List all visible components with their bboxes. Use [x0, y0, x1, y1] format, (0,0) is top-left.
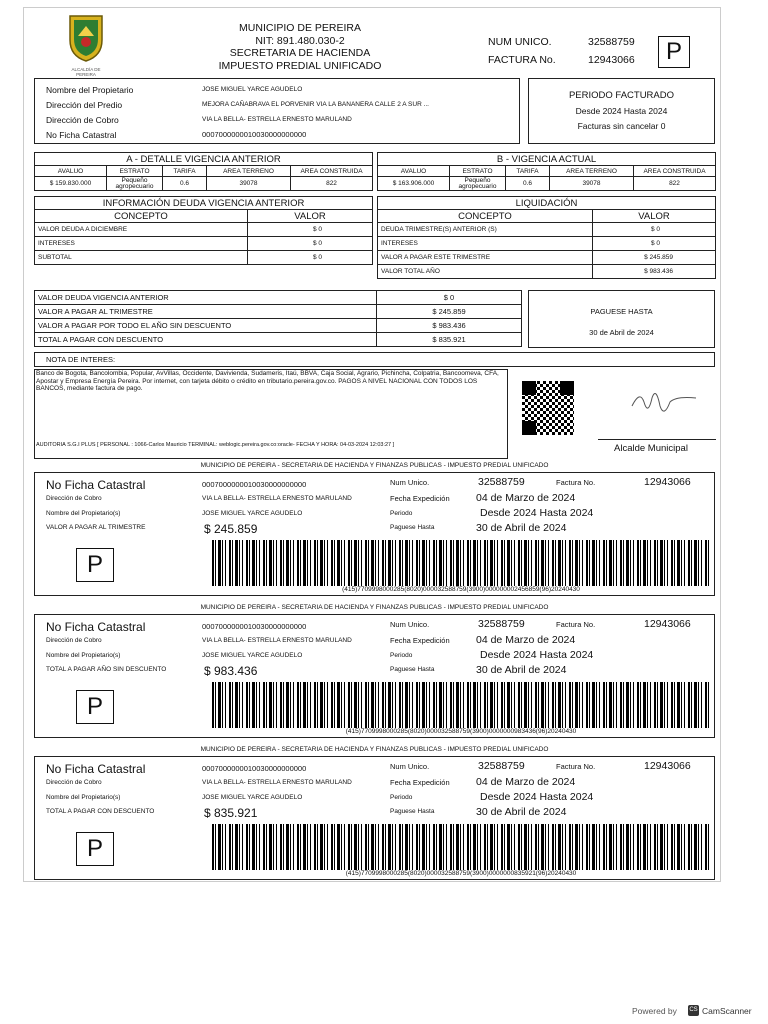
- factura-label: FACTURA No.: [488, 54, 556, 66]
- coupon-dir-label: Dirección de Cobro: [46, 495, 102, 502]
- owner-value-direccion-cobro: VIA LA BELLA- ESTRELLA ERNESTO MARULAND: [202, 116, 352, 123]
- owner-value-direccion-predio: MEJORA CAÑABRAVA EL PORVENIR VIA LA BANANERA CALLE 2 A SUR ...: [202, 101, 429, 108]
- coupon-exp-label: Fecha Expedición: [390, 778, 450, 787]
- vigencia-actual-title: B - VIGENCIA ACTUAL: [378, 153, 716, 166]
- owner-label-direccion-predio: Dirección del Predio: [46, 100, 123, 110]
- coupon-ficha-label: No Ficha Catastral: [46, 478, 146, 492]
- coupon-valor-value: $ 983.436: [204, 664, 258, 678]
- deuda-col-concepto: CONCEPTO: [35, 210, 248, 223]
- vb-header-area-terreno: AREA TERRENO: [550, 166, 634, 177]
- periodo-range: Desde 2024 Hasta 2024: [575, 106, 668, 116]
- coupon-dir-value: VIA LA BELLA- ESTRELLA ERNESTO MARULAND: [202, 779, 352, 786]
- vb-area-construida: 822: [634, 177, 716, 191]
- coupon-prop-label: Nombre del Propietario(s): [46, 794, 121, 801]
- coupon-pag-label: Paguese Hasta: [390, 524, 435, 531]
- coupon-per-value: Desde 2024 Hasta 2024: [480, 791, 594, 803]
- totales-row-valor: $ 245.859: [377, 305, 522, 319]
- vb-header-estrato: ESTRATO: [450, 166, 506, 177]
- owner-label-ficha: No Ficha Catastral: [46, 130, 117, 140]
- liquidacion-table: [377, 196, 716, 279]
- coupon-p-letter-box: P: [76, 832, 114, 866]
- coupon-prop-value: JOSE MIGUEL YARCE AGUDELO: [202, 652, 303, 659]
- vb-header-area-construida: AREA CONSTRUIDA: [634, 166, 716, 177]
- paguese-box: [528, 290, 715, 348]
- coupon-per-label: Periodo: [390, 794, 413, 801]
- coupon-ficha-label: No Ficha Catastral: [46, 762, 146, 776]
- alcalde-label: Alcalde Municipal: [614, 443, 688, 454]
- header-title: MUNICIPIO DE PEREIRA: [239, 22, 361, 34]
- va-header-avaluo: AVALUO: [35, 166, 107, 177]
- liq-row-valor: $ 983.436: [593, 265, 716, 279]
- alcalde-line: [598, 439, 716, 440]
- va-header-area-terreno: AREA TERRENO: [207, 166, 291, 177]
- camscanner-icon: CS: [688, 1005, 699, 1016]
- nota-label-box: [34, 352, 715, 367]
- coupon-barcode-text: (415)7709998000285(8020)000032588759(3900)000000002456859(96)20240430: [342, 586, 580, 593]
- coupon-per-value: Desde 2024 Hasta 2024: [480, 649, 594, 661]
- qr-code: [522, 381, 574, 435]
- num-unico-label: NUM UNICO.: [488, 36, 552, 48]
- deuda-row-valor: $ 0: [248, 237, 373, 251]
- owner-label-direccion-cobro: Dirección de Cobro: [46, 115, 119, 125]
- powered-by-text: Powered by: [632, 1006, 677, 1016]
- liq-row-concepto: VALOR A PAGAR ESTE TRIMESTRE: [378, 251, 593, 265]
- coupon-dir-label: Dirección de Cobro: [46, 637, 102, 644]
- liq-row-concepto: INTERESES: [378, 237, 593, 251]
- coupon-num-value: 32588759: [478, 760, 525, 772]
- vigencia-anterior-table: [34, 152, 373, 191]
- coupon-valor-value: $ 835.921: [204, 806, 258, 820]
- coupon-prop-label: Nombre del Propietario(s): [46, 652, 121, 659]
- coupon-ficha-value: 0007000000010030000000000: [202, 622, 307, 631]
- coupon-ficha-label: No Ficha Catastral: [46, 620, 146, 634]
- coupon-valor-value: $ 245.859: [204, 522, 258, 536]
- vigencia-actual-table: [377, 152, 716, 191]
- deuda-col-valor: VALOR: [248, 210, 373, 223]
- coupon-pag-value: 30 de Abril de 2024: [476, 522, 567, 534]
- coupon-valor-label: VALOR A PAGAR AL TRIMESTRE: [46, 524, 146, 531]
- coupon-pag-value: 30 de Abril de 2024: [476, 806, 567, 818]
- vb-avaluo: $ 163.906.000: [378, 177, 450, 191]
- coupon-exp-label: Fecha Expedición: [390, 636, 450, 645]
- coupon-p-letter-box: P: [76, 690, 114, 724]
- coupon-barcode-text: (415)7709998000285(8020)000032588759(3900)0000000835921(96)20240430: [345, 870, 577, 877]
- coupon-valor-label: TOTAL A PAGAR CON DESCUENTO: [46, 808, 155, 815]
- header-nit: NIT: 891.480.030-2: [255, 35, 345, 47]
- coupon-exp-label: Fecha Expedición: [390, 494, 450, 503]
- logo-caption: ALCALDÍA DE PEREIRA: [71, 67, 101, 77]
- coupon-fact-label: Factura No.: [556, 478, 596, 487]
- coupon-num-value: 32588759: [478, 618, 525, 630]
- coupon-barcode: [212, 682, 710, 728]
- liq-row-valor: $ 0: [593, 223, 716, 237]
- coupon-pag-label: Paguese Hasta: [390, 666, 435, 673]
- auditoria-text: AUDITORIA S.G.I PLUS [ PERSONAL : 1066-Carlos Mauricio TERMINAL: weblogic.pereira.gov.co:oracle- FECHA Y HORA: 04-03-2024 12:03:27 ]: [36, 442, 395, 448]
- paguese-fecha: 30 de Abril de 2024: [589, 328, 654, 337]
- coupon-ficha-value: 0007000000010030000000000: [202, 480, 307, 489]
- coupon-fact-label: Factura No.: [556, 620, 596, 629]
- totales-row-concepto: TOTAL A PAGAR CON DESCUENTO: [35, 333, 377, 347]
- totales-row-concepto: VALOR A PAGAR AL TRIMESTRE: [35, 305, 377, 319]
- coupon-pag-value: 30 de Abril de 2024: [476, 664, 567, 676]
- owner-label-nombre: Nombre del Propietario: [46, 85, 134, 95]
- nota-label: NOTA DE INTERES:: [46, 355, 116, 364]
- totales-table: [34, 290, 522, 347]
- coupon-barcode-text: (415)7709998000285(8020)000032588759(3900)0000000983436(96)20240430: [345, 728, 577, 735]
- liquidacion-title: LIQUIDACIÓN: [378, 197, 716, 210]
- coupon-dir-value: VIA LA BELLA- ESTRELLA ERNESTO MARULAND: [202, 637, 352, 644]
- totales-row-valor: $ 0: [377, 291, 522, 305]
- coupon-fact-value: 12943066: [644, 618, 691, 630]
- coupon-exp-value: 04 de Marzo de 2024: [476, 492, 576, 504]
- coupon-num-label: Num Unico.: [390, 478, 430, 487]
- va-header-tarifa: TARIFA: [163, 166, 207, 177]
- vb-estrato: Pequeño agropecuario: [450, 177, 506, 191]
- vigencia-anterior-title: A - DETALLE VIGENCIA ANTERIOR: [35, 153, 373, 166]
- coupon-fact-label: Factura No.: [556, 762, 596, 771]
- liq-row-concepto: DEUDA TRIMESTRE(S) ANTERIOR (S): [378, 223, 593, 237]
- coupon-per-label: Periodo: [390, 510, 413, 517]
- totales-row-concepto: VALOR A PAGAR POR TODO EL AÑO SIN DESCUENTO: [35, 319, 377, 333]
- p-letter-box: P: [658, 36, 690, 68]
- coupon-fact-value: 12943066: [644, 760, 691, 772]
- deuda-row-concepto: VALOR DEUDA A DICIEMBRE: [35, 223, 248, 237]
- owner-value-nombre: JOSE MIGUEL YARCE AGUDELO: [202, 86, 303, 93]
- signature: [630, 382, 700, 422]
- va-area-construida: 822: [291, 177, 373, 191]
- coupon-prop-value: JOSE MIGUEL YARCE AGUDELO: [202, 794, 303, 801]
- va-area-terreno: 39078: [207, 177, 291, 191]
- paguese-label: PAGUESE HASTA: [590, 307, 653, 316]
- deuda-row-valor: $ 0: [248, 223, 373, 237]
- camscanner-text: CamScanner: [702, 1006, 752, 1016]
- vb-tarifa: 0.6: [506, 177, 550, 191]
- num-unico-value: 32588759: [588, 36, 635, 48]
- liq-col-valor: VALOR: [593, 210, 716, 223]
- deuda-title: INFORMACIÓN DEUDA VIGENCIA ANTERIOR: [35, 197, 373, 210]
- coupon-prop-label: Nombre del Propietario(s): [46, 510, 121, 517]
- coupon-pag-label: Paguese Hasta: [390, 808, 435, 815]
- header-secretaria: SECRETARIA DE HACIENDA: [229, 47, 371, 59]
- coupon-num-label: Num Unico.: [390, 762, 430, 771]
- nota-text: Banco de Bogota, Bancolombia, Popular, AvVillas, Occidente, Davivienda, Sudameris, Itaú, BBVA, Caja Social, Agrario, Pichincha, Colpatria, Bancoomeva, CFA, Apostar y Empresa Energía Pereira. Por internet, con tarjeta débito o crédito en tributario.pereira.gov.co. PAGOS A NIVEL NACIONAL CON TODOS LOS BANCOS, mediante factura de pago.: [36, 370, 499, 392]
- va-header-estrato: ESTRATO: [107, 166, 163, 177]
- va-header-area-construida: AREA CONSTRUIDA: [291, 166, 373, 177]
- coupon-exp-value: 04 de Marzo de 2024: [476, 634, 576, 646]
- coupon-dir-label: Dirección de Cobro: [46, 779, 102, 786]
- deuda-row-concepto: SUBTOTAL: [35, 251, 248, 265]
- liq-row-concepto: VALOR TOTAL AÑO: [378, 265, 593, 279]
- liq-row-valor: $ 0: [593, 237, 716, 251]
- owner-value-ficha: 0007000000010030000000000: [202, 130, 307, 139]
- coupon-dir-value: VIA LA BELLA- ESTRELLA ERNESTO MARULAND: [202, 495, 352, 502]
- coupon-barcode: [212, 824, 710, 870]
- liq-col-concepto: CONCEPTO: [378, 210, 593, 223]
- deuda-table: [34, 196, 373, 265]
- va-estrato: Pequeño agropecuario: [107, 177, 163, 191]
- vb-area-terreno: 39078: [550, 177, 634, 191]
- coupon-p-letter-box: P: [76, 548, 114, 582]
- municipal-logo: [66, 14, 106, 76]
- coupon-header: MUNICIPIO DE PEREIRA - SECRETARIA DE HACIENDA Y FINANZAS PUBLICAS - IMPUESTO PREDIAL UNIFICADO: [200, 462, 549, 469]
- totales-row-valor: $ 983.436: [377, 319, 522, 333]
- coupon-num-label: Num Unico.: [390, 620, 430, 629]
- coupon-valor-label: TOTAL A PAGAR AÑO SIN DESCUENTO: [46, 666, 167, 673]
- totales-row-concepto: VALOR DEUDA VIGENCIA ANTERIOR: [35, 291, 377, 305]
- coupon-header: MUNICIPIO DE PEREIRA - SECRETARIA DE HACIENDA Y FINANZAS PUBLICAS - IMPUESTO PREDIAL UNIFICADO: [200, 746, 549, 753]
- liq-row-valor: $ 245.859: [593, 251, 716, 265]
- va-tarifa: 0.6: [163, 177, 207, 191]
- coupon-barcode: [212, 540, 710, 586]
- coupon-fact-value: 12943066: [644, 476, 691, 488]
- header-impuesto: IMPUESTO PREDIAL UNIFICADO: [218, 60, 382, 72]
- coupon-exp-value: 04 de Marzo de 2024: [476, 776, 576, 788]
- vb-header-tarifa: TARIFA: [506, 166, 550, 177]
- periodo-facturas: Facturas sin cancelar 0: [577, 121, 666, 131]
- periodo-title: PERIODO FACTURADO: [568, 90, 675, 101]
- coupon-ficha-value: 0007000000010030000000000: [202, 764, 307, 773]
- vb-header-avaluo: AVALUO: [378, 166, 450, 177]
- factura-value: 12943066: [588, 54, 635, 66]
- coupon-prop-value: JOSE MIGUEL YARCE AGUDELO: [202, 510, 303, 517]
- totales-row-valor: $ 835.921: [377, 333, 522, 347]
- deuda-row-valor: $ 0: [248, 251, 373, 265]
- deuda-row-concepto: INTERESES: [35, 237, 248, 251]
- coupon-num-value: 32588759: [478, 476, 525, 488]
- coupon-per-label: Periodo: [390, 652, 413, 659]
- va-avaluo: $ 159.830.000: [35, 177, 107, 191]
- coupon-header: MUNICIPIO DE PEREIRA - SECRETARIA DE HACIENDA Y FINANZAS PUBLICAS - IMPUESTO PREDIAL UNIFICADO: [200, 604, 549, 611]
- coupon-per-value: Desde 2024 Hasta 2024: [480, 507, 594, 519]
